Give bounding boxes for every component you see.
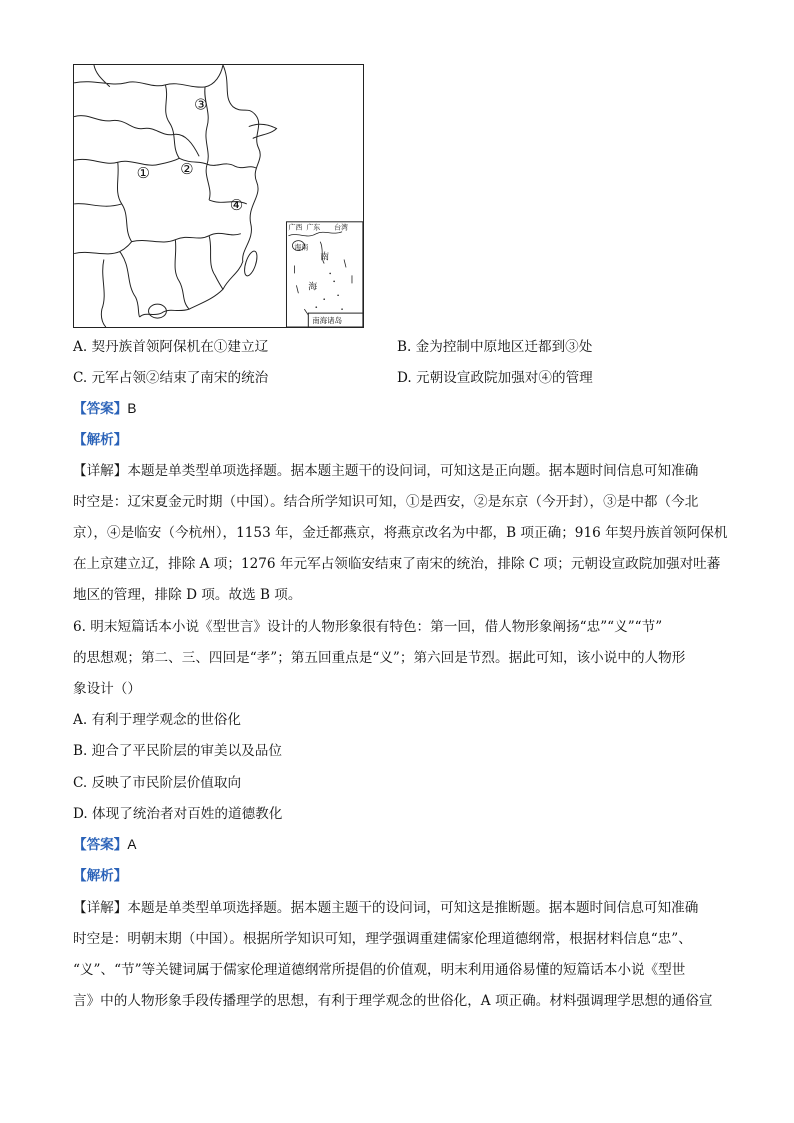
q6-stem-line: 象设计（） <box>73 681 141 697</box>
answer-value: B <box>127 401 137 416</box>
historical-map <box>73 64 364 328</box>
q5-detail-line: 在上京建立辽，排除 A 项；1276 年元军占领临安结束了南宋的统治，排除 C 项；元朝设宣政院加强对吐蕃 <box>73 556 721 572</box>
south-china-sea-inset <box>286 222 362 327</box>
detail-text: 本题是单类型单项选择题。据本题主题干的设问词，可知这是正向题。据本题时间信息可知准确 <box>127 463 699 479</box>
q5-option-b: B. 金为控制中原地区迁都到③处 <box>397 339 593 355</box>
q5-answer <box>73 398 136 420</box>
inset-label-guangdong: 广东 <box>306 223 321 232</box>
inset-label-hainan: 海南 <box>294 243 309 252</box>
q5-detail-line: 时空是：辽宋夏金元时期（中国）。结合所学知识可知，①是西安，②是东京（今开封），③是中都（今北 <box>73 494 699 510</box>
map-marker-1: ① <box>136 164 150 183</box>
q5-analysis-heading <box>73 429 127 451</box>
detail-label: 【详解】 <box>73 900 128 916</box>
hainan-island <box>149 304 167 318</box>
inset-label-taiwan: 台湾 <box>334 223 348 232</box>
q6-detail-line: 言》中的人物形象手段传播理学的思想，有利于理学观念的世俗化，A 项正确。材料强调理学思想的通俗宣 <box>73 993 713 1009</box>
q6-stem-line: 的思想观；第二、三、四回是“孝”；第五回重点是“义”；第六回是节烈。据此可知，该小说中的人物形 <box>73 650 686 666</box>
q6-analysis-heading <box>73 865 127 887</box>
q6-detail-line: 时空是：明朝末期（中国）。根据所学知识可知，理学强调重建儒家伦理道德纲常，根据材料信息“忠”、 <box>73 931 692 947</box>
map-marker-2: ② <box>180 160 194 179</box>
analysis-label: 【解析】 <box>73 868 128 884</box>
q5-option-c: C. 元军占领②结束了南宋的统治 <box>73 370 269 386</box>
inset-label-hai: 海 <box>308 282 318 293</box>
answer-value: A <box>127 837 137 852</box>
q6-option-a: A. 有利于理学观念的世俗化 <box>73 712 241 728</box>
answer-label: 【答案】 <box>73 401 128 417</box>
map-marker-4: ④ <box>229 195 244 214</box>
q6-detail-line <box>73 897 698 919</box>
detail-text: 本题是单类型单项选择题。据本题主题干的设问词，可知这是推断题。据本题时间信息可知准确 <box>127 900 699 916</box>
q5-option-a: A. 契丹族首领阿保机在①建立辽 <box>73 339 269 355</box>
inset-label-islands: 南海诸岛 <box>312 316 343 326</box>
detail-label: 【详解】 <box>73 463 128 479</box>
q6-stem-line: 6. 明末短篇话本小说《型世言》设计的人物形象很有特色：第一回，借人物形象阐扬“忠”“义”“节” <box>73 619 663 635</box>
q5-option-d: D. 元朝设宣政院加强对④的管理 <box>397 370 593 386</box>
q6-option-c: C. 反映了市民阶层价值取向 <box>73 775 242 791</box>
q6-option-b: B. 迎合了平民阶层的审美以及品位 <box>73 743 282 759</box>
q6-detail-line: “义”、“节”等关键词属于儒家伦理道德纲常所提倡的价值观，明末利用通俗易懂的短篇话本小说《型世 <box>73 962 686 978</box>
q5-detail-line: 京），④是临安（今杭州），1153 年，金迁都燕京，将燕京改名为中都，B 项正确；916 年契丹族首领阿保机 <box>73 525 728 541</box>
q5-detail-line <box>73 460 698 482</box>
q5-detail-line: 地区的管理，排除 D 项。故选 B 项。 <box>73 587 302 603</box>
q6-option-d: D. 体现了统治者对百姓的道德教化 <box>73 806 283 822</box>
inset-label-guangxi: 广西 <box>288 223 303 232</box>
map-svg <box>74 65 363 327</box>
analysis-label: 【解析】 <box>73 432 128 448</box>
answer-label: 【答案】 <box>73 837 128 853</box>
map-marker-3: ③ <box>194 95 208 114</box>
inset-label-nan: 南 <box>320 252 330 263</box>
peninsula-outline <box>249 124 277 138</box>
q6-answer <box>73 834 136 856</box>
taiwan-island <box>242 250 259 278</box>
